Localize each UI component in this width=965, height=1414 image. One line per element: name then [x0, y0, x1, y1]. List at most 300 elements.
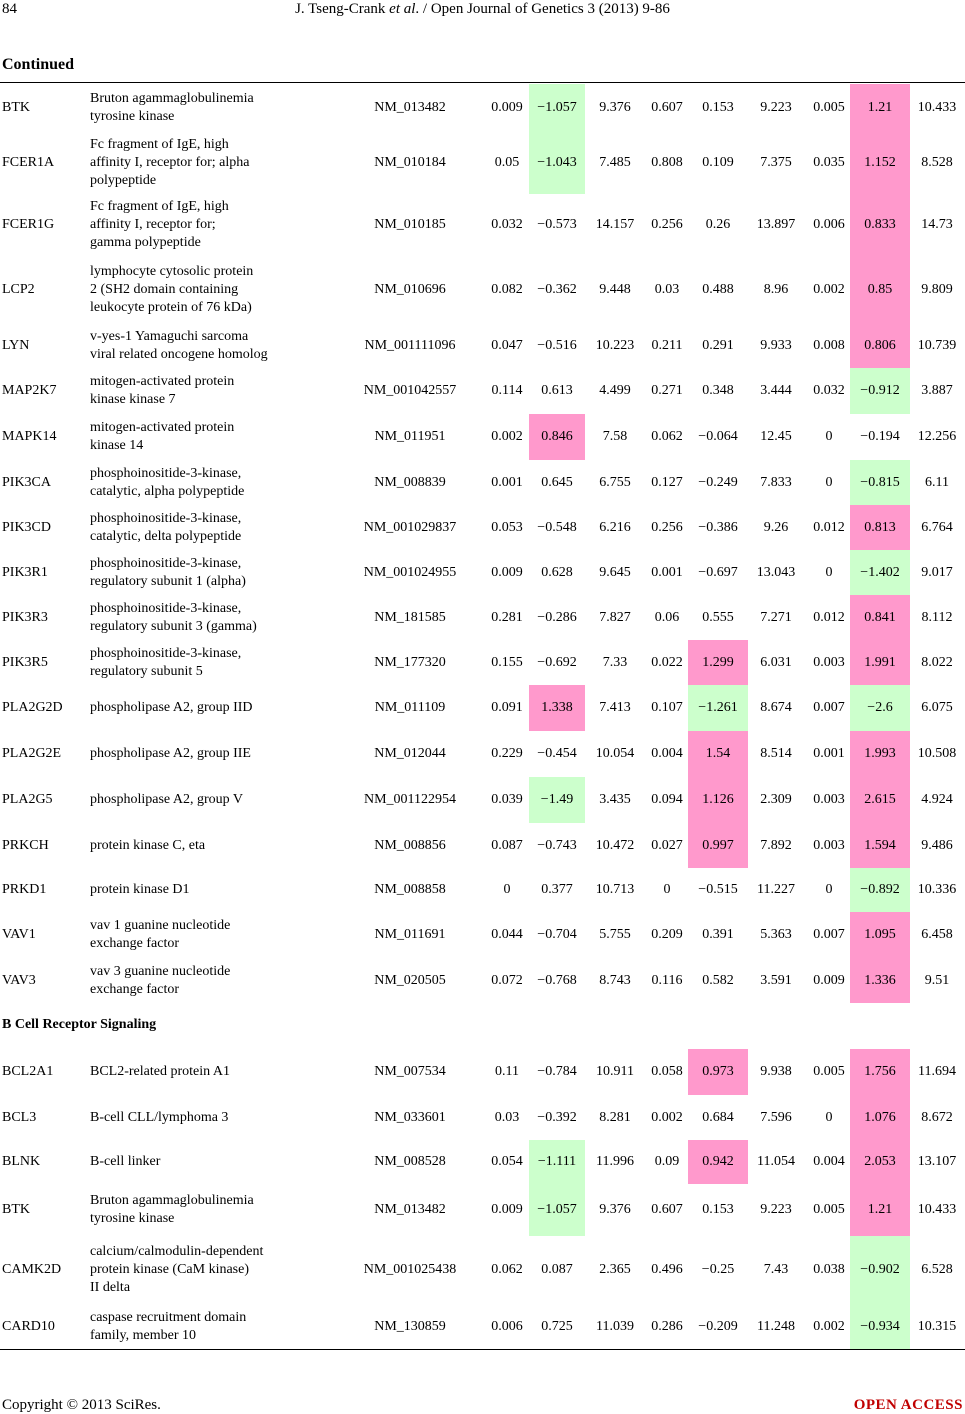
value-cell: 10.508 [917, 746, 957, 761]
value-cell: −0.912 [860, 383, 900, 398]
value-cell: 0.001 [491, 474, 523, 490]
value-cell: 9.645 [599, 564, 631, 580]
value-cell: 5.363 [760, 927, 792, 942]
value-cell: 2.615 [864, 792, 896, 807]
gene-description-line: exchange factor [90, 981, 179, 997]
running-head-suffix: . / Open Journal of Genetics 3 (2013) 9-86 [415, 1, 670, 17]
value-cell: 2.309 [760, 792, 792, 807]
value-cell: 7.43 [763, 1262, 789, 1277]
value-cell: 0.004 [813, 1154, 845, 1169]
gene-symbol: BCL3 [2, 1109, 37, 1125]
gene-description-line: tyrosine kinase [90, 109, 175, 124]
value-cell: 0.281 [491, 609, 523, 625]
value-cell: 0.256 [651, 519, 683, 535]
value-cell: 13.897 [756, 216, 796, 232]
value-cell: 0.001 [813, 746, 845, 761]
value-cell: 7.892 [760, 837, 792, 853]
gene-description-line: mitogen-activated protein [90, 420, 235, 435]
value-cell: 8.022 [921, 654, 953, 670]
value-cell: 0 [825, 564, 833, 580]
gene-description-line: Bruton agammaglobulinemia [90, 91, 254, 106]
gene-description-line: catalytic, alpha polypeptide [90, 483, 245, 499]
running-head-etal: et al [389, 1, 416, 17]
value-cell: 0.007 [813, 927, 845, 942]
value-cell: 11.694 [918, 1064, 956, 1079]
value-cell: −1.111 [537, 1154, 577, 1169]
value-cell: 0.153 [702, 100, 734, 115]
accession-number: NM_010696 [374, 281, 446, 297]
value-cell: 0.391 [702, 927, 734, 942]
value-cell: −0.892 [860, 882, 900, 897]
gene-symbol: FCER1A [2, 155, 55, 170]
value-cell: 0.628 [541, 564, 573, 580]
value-cell: 0.032 [491, 216, 523, 232]
value-cell: 10.054 [595, 746, 635, 761]
value-cell: 11.039 [596, 1318, 634, 1334]
value-cell: 0.109 [702, 155, 734, 170]
value-cell: 6.458 [921, 927, 953, 942]
gene-description-line: phospholipase A2, group IID [90, 700, 253, 715]
value-cell: 0.009 [813, 972, 845, 988]
value-cell: 7.485 [599, 155, 631, 170]
gene-symbol: FCER1G [2, 216, 55, 232]
value-cell: 0.002 [813, 281, 845, 297]
gene-symbol: CARD10 [2, 1318, 55, 1334]
value-cell: 3.444 [760, 383, 792, 398]
value-cell: 9.448 [599, 281, 631, 297]
gene-symbol: PRKCH [2, 837, 49, 853]
value-cell: 0.813 [864, 519, 896, 535]
value-cell: −0.548 [537, 519, 577, 535]
section-heading: B Cell Receptor Signaling [2, 1017, 157, 1032]
value-cell: 0.645 [541, 474, 573, 490]
value-cell: 0.032 [813, 383, 845, 398]
accession-number: NM_001025438 [363, 1262, 457, 1277]
gene-symbol: PRKD1 [2, 882, 47, 897]
value-cell: −0.934 [860, 1318, 900, 1334]
value-cell: 0.09 [654, 1154, 680, 1169]
value-cell: 6.075 [921, 700, 953, 715]
value-cell: 0.555 [702, 609, 734, 625]
value-cell: 1.336 [864, 972, 896, 988]
value-cell: 0.833 [864, 216, 896, 232]
value-cell: 0.003 [813, 837, 845, 853]
value-cell: 0.291 [702, 338, 734, 353]
value-cell: −0.784 [537, 1064, 577, 1079]
value-cell: 0.377 [541, 882, 573, 897]
value-cell: −0.286 [537, 609, 577, 625]
value-cell: 0.012 [813, 609, 845, 625]
gene-description-line: tyrosine kinase [90, 1211, 175, 1226]
value-cell: −0.386 [698, 519, 738, 535]
value-cell: 8.528 [921, 155, 953, 170]
gene-description-line: phospholipase A2, group IIE [90, 746, 251, 761]
value-cell: 10.739 [917, 338, 957, 353]
value-cell: 0 [663, 882, 671, 897]
value-cell: 7.33 [602, 654, 628, 670]
value-cell: 0.613 [541, 383, 573, 398]
value-cell: 0.11 [495, 1064, 519, 1079]
value-cell: −0.194 [860, 429, 900, 444]
value-cell: 11.054 [757, 1154, 795, 1169]
value-cell: 0.053 [491, 519, 523, 535]
value-cell: −0.454 [537, 746, 577, 761]
value-cell: 0.06 [654, 609, 680, 625]
value-cell: 10.713 [595, 882, 635, 897]
value-cell: 0.038 [813, 1262, 845, 1277]
value-cell: 6.755 [599, 474, 631, 490]
value-cell: 0.007 [813, 700, 845, 715]
accession-number: NM_010184 [374, 155, 446, 170]
value-cell: 11.996 [596, 1154, 634, 1169]
value-cell: 0.348 [702, 383, 734, 398]
value-cell: 6.528 [921, 1262, 953, 1277]
gene-description-line: phosphoinositide-3-kinase, [90, 645, 242, 661]
accession-number: NM_010185 [374, 216, 446, 232]
value-cell: −1.49 [540, 792, 574, 807]
gene-symbol: CAMK2D [2, 1262, 62, 1277]
value-cell: 7.375 [760, 155, 792, 170]
value-cell: 13.043 [756, 564, 796, 580]
value-cell: 0.107 [651, 700, 683, 715]
value-cell: 0.997 [702, 837, 734, 853]
value-cell: 8.674 [760, 700, 792, 715]
value-cell: −0.209 [698, 1318, 738, 1334]
value-cell: 0.211 [651, 338, 683, 353]
value-cell: −0.768 [537, 972, 577, 988]
value-cell: 0.039 [491, 792, 523, 807]
value-cell: 8.96 [763, 281, 789, 297]
value-cell: 9.376 [599, 1202, 631, 1217]
footer-copyright: Copyright © 2013 SciRes. [2, 1397, 161, 1413]
gene-symbol: MAPK14 [2, 429, 57, 444]
gene-description-line: 2 (SH2 domain containing [90, 281, 239, 297]
value-cell: 8.112 [921, 609, 953, 625]
value-cell: 0.03 [494, 1109, 520, 1125]
value-cell: −0.704 [537, 927, 577, 942]
value-cell: 0.047 [491, 338, 523, 353]
value-cell: −0.515 [698, 882, 738, 897]
value-cell: 1.993 [864, 746, 896, 761]
value-cell: 9.486 [921, 837, 953, 853]
gene-description-line: family, member 10 [90, 1327, 197, 1343]
gene-description-line: regulatory subunit 1 (alpha) [90, 573, 246, 589]
value-cell: 1.21 [867, 1202, 893, 1217]
value-cell: 3.435 [599, 792, 631, 807]
value-cell: 6.216 [599, 519, 631, 535]
accession-number: NM_008856 [374, 837, 446, 853]
value-cell: 0.002 [651, 1109, 683, 1125]
value-cell: 0.85 [867, 281, 893, 297]
value-cell: −0.392 [537, 1109, 577, 1125]
value-cell: 10.433 [917, 100, 957, 115]
gene-description-line: Fc fragment of IgE, high [90, 198, 229, 214]
value-cell: 7.596 [760, 1109, 792, 1125]
value-cell: 0.725 [541, 1318, 573, 1334]
value-cell: −0.697 [698, 564, 738, 580]
value-cell: 0.044 [491, 927, 523, 942]
accession-number: NM_181585 [374, 609, 446, 625]
value-cell: 0.091 [491, 700, 523, 715]
gene-description-line: Bruton agammaglobulinemia [90, 1193, 254, 1208]
gene-symbol: PLA2G2E [2, 746, 62, 761]
gene-description-line: B-cell CLL/lymphoma 3 [90, 1109, 229, 1125]
value-cell: 0.209 [651, 927, 683, 942]
value-cell: −0.25 [701, 1262, 735, 1277]
gene-symbol: VAV3 [2, 972, 36, 988]
gene-description-line: protein kinase (CaM kinase) [90, 1262, 250, 1277]
accession-number: NM_001122954 [363, 792, 457, 807]
footer-open-access: OPEN ACCESS [853, 1397, 963, 1413]
value-cell: 3.887 [921, 383, 953, 398]
value-cell: 0.002 [491, 429, 523, 444]
value-cell: 14.157 [595, 216, 635, 232]
value-cell: 9.26 [763, 519, 789, 535]
value-cell: 1.076 [864, 1109, 896, 1125]
value-cell: −0.815 [860, 474, 900, 490]
value-cell: 0 [503, 882, 511, 897]
gene-description-line: calcium/calmodulin-dependent [90, 1244, 264, 1259]
accession-number: NM_013482 [374, 100, 446, 115]
value-cell: 0.009 [491, 100, 523, 115]
value-cell: 10.472 [595, 837, 635, 853]
gene-symbol: LYN [2, 338, 30, 353]
gene-description-line: v-yes-1 Yamaguchi sarcoma [90, 329, 249, 344]
value-cell: −0.362 [537, 281, 577, 297]
accession-number: NM_008528 [374, 1154, 446, 1169]
accession-number: NM_001024955 [363, 564, 457, 580]
value-cell: 6.031 [760, 654, 792, 670]
accession-number: NM_001029837 [363, 519, 457, 535]
value-cell: 0.072 [491, 972, 523, 988]
value-cell: 9.376 [599, 100, 631, 115]
gene-symbol: PIK3R3 [2, 609, 48, 625]
value-cell: 0 [825, 429, 833, 444]
gene-symbol: PIK3R5 [2, 654, 48, 670]
value-cell: 1.095 [864, 927, 896, 942]
gene-description-line: phospholipase A2, group V [90, 792, 243, 807]
gene-description-line: kinase 14 [90, 438, 144, 453]
gene-description-line: phosphoinositide-3-kinase, [90, 465, 242, 481]
table-bottom-rule [0, 1349, 965, 1350]
accession-number: NM_001042557 [363, 383, 457, 398]
value-cell: 8.672 [921, 1109, 953, 1125]
value-cell: −0.692 [537, 654, 577, 670]
value-cell: 9.223 [760, 1202, 792, 1217]
value-cell: −2.6 [867, 700, 893, 715]
value-cell: 0.116 [651, 972, 683, 988]
gene-symbol: PIK3R1 [2, 564, 48, 580]
accession-number: NM_011691 [374, 927, 446, 942]
value-cell: 0.087 [541, 1262, 573, 1277]
value-cell: −1.261 [698, 700, 738, 715]
value-cell: −0.249 [698, 474, 738, 490]
accession-number: NM_011109 [374, 700, 446, 715]
value-cell: 0.684 [702, 1109, 734, 1125]
value-cell: 1.338 [541, 700, 573, 715]
value-cell: −1.043 [537, 155, 577, 170]
value-cell: 0.256 [651, 216, 683, 232]
gene-symbol: BTK [2, 1202, 30, 1217]
value-cell: 9.223 [760, 100, 792, 115]
value-cell: 0.001 [651, 564, 683, 580]
page-number: 84 [2, 1, 17, 17]
value-cell: 0.054 [491, 1154, 523, 1169]
gene-symbol: VAV1 [2, 927, 36, 942]
accession-number: NM_012044 [374, 746, 446, 761]
value-cell: −1.402 [860, 564, 900, 580]
value-cell: 7.271 [760, 609, 792, 625]
value-cell: 8.514 [760, 746, 792, 761]
gene-description-line: protein kinase D1 [90, 882, 190, 897]
value-cell: 10.223 [595, 338, 635, 353]
value-cell: 0.009 [491, 1202, 523, 1217]
gene-symbol: PIK3CA [2, 474, 52, 490]
value-cell: 0.082 [491, 281, 523, 297]
value-cell: 0.008 [813, 338, 845, 353]
value-cell: −1.057 [537, 100, 577, 115]
value-cell: 0.027 [651, 837, 683, 853]
gene-description-line: gamma polypeptide [90, 234, 201, 250]
value-cell: 0.127 [651, 474, 683, 490]
value-cell: 6.764 [921, 519, 953, 535]
value-cell: 0.062 [651, 429, 683, 444]
value-cell: 13.107 [917, 1154, 957, 1169]
value-cell: 0.942 [702, 1154, 734, 1169]
value-cell: 8.743 [599, 972, 631, 988]
gene-description-line: vav 3 guanine nucleotide [90, 963, 231, 979]
value-cell: 6.11 [925, 474, 949, 490]
value-cell: 12.256 [917, 429, 957, 444]
value-cell: 3.591 [760, 972, 792, 988]
value-cell: −0.573 [537, 216, 577, 232]
value-cell: −0.516 [537, 338, 577, 353]
gene-description-line: protein kinase C, eta [90, 837, 206, 853]
value-cell: 0.05 [494, 155, 520, 170]
value-cell: 0.808 [651, 155, 683, 170]
value-cell: −0.064 [698, 429, 738, 444]
gene-description-line: caspase recruitment domain [90, 1309, 247, 1325]
gene-description-line: II delta [90, 1280, 131, 1295]
value-cell: 0.155 [491, 654, 523, 670]
value-cell: 0.607 [651, 100, 683, 115]
value-cell: 0.229 [491, 746, 523, 761]
value-cell: 0.286 [651, 1318, 683, 1334]
value-cell: 5.755 [599, 927, 631, 942]
gene-symbol: BLNK [2, 1154, 41, 1169]
accession-number: NM_013482 [374, 1202, 446, 1217]
value-cell: 1.991 [864, 654, 896, 670]
value-cell: 9.809 [921, 281, 953, 297]
gene-description-line: affinity I, receptor for; alpha [90, 155, 250, 170]
value-cell: 0.005 [813, 1202, 845, 1217]
value-cell: 11.227 [757, 882, 795, 897]
value-cell: 0.087 [491, 837, 523, 853]
accession-number: NM_008839 [374, 474, 446, 490]
value-cell: 0.005 [813, 1064, 845, 1079]
value-cell: −0.902 [860, 1262, 900, 1277]
value-cell: 1.54 [705, 746, 731, 761]
gene-description-line: leukocyte protein of 76 kDa) [90, 299, 252, 315]
accession-number: NM_008858 [374, 882, 446, 897]
gene-description-line: polypeptide [90, 173, 157, 188]
gene-description-line: lymphocyte cytosolic protein [90, 263, 254, 279]
value-cell: 0.973 [702, 1064, 734, 1079]
value-cell: 0.582 [702, 972, 734, 988]
value-cell: 0 [825, 882, 833, 897]
value-cell: 10.336 [917, 882, 957, 897]
gene-description-line: catalytic, delta polypeptide [90, 528, 242, 544]
value-cell: 0.022 [651, 654, 683, 670]
accession-number: NM_130859 [374, 1318, 446, 1334]
value-cell: 1.299 [702, 654, 734, 670]
value-cell: 1.126 [702, 792, 734, 807]
accession-number: NM_007534 [374, 1064, 446, 1079]
value-cell: 0.806 [864, 338, 896, 353]
value-cell: 12.45 [760, 429, 792, 444]
value-cell: 0.271 [651, 383, 683, 398]
value-cell: 1.594 [864, 837, 896, 853]
accession-number: NM_011951 [374, 429, 446, 444]
value-cell: 0.496 [651, 1262, 683, 1277]
gene-description-line: viral related oncogene homolog [90, 347, 268, 362]
value-cell: 0.005 [813, 100, 845, 115]
value-cell: 14.73 [921, 216, 953, 232]
value-cell: 0.002 [813, 1318, 845, 1334]
gene-description-line: phosphoinositide-3-kinase, [90, 555, 242, 571]
value-cell: 0.607 [651, 1202, 683, 1217]
accession-number: NM_020505 [374, 972, 446, 988]
value-cell: 9.51 [924, 972, 950, 988]
continued-label: Continued [2, 56, 75, 73]
value-cell: 0.03 [654, 281, 680, 297]
value-cell: 7.413 [599, 700, 631, 715]
value-cell: 0.035 [813, 155, 845, 170]
gene-symbol: PIK3CD [2, 519, 52, 535]
gene-symbol: PLA2G2D [2, 700, 63, 715]
value-cell: 0.004 [651, 746, 683, 761]
gene-description-line: phosphoinositide-3-kinase, [90, 510, 242, 526]
gene-description-line: vav 1 guanine nucleotide [90, 918, 231, 933]
value-cell: 0.094 [651, 792, 683, 807]
value-cell: 9.933 [760, 338, 792, 353]
gene-symbol: LCP2 [2, 281, 35, 297]
gene-description-line: mitogen-activated protein [90, 374, 235, 389]
value-cell: 2.053 [864, 1154, 896, 1169]
accession-number: NM_001111096 [364, 338, 456, 353]
gene-description-line: exchange factor [90, 936, 179, 951]
value-cell: 0.841 [864, 609, 896, 625]
value-cell: 0.006 [813, 216, 845, 232]
value-cell: 0.012 [813, 519, 845, 535]
value-cell: 0.114 [491, 383, 523, 398]
value-cell: 0.488 [702, 281, 734, 297]
value-cell: 10.911 [596, 1064, 634, 1079]
value-cell: 2.365 [599, 1262, 631, 1277]
accession-number: NM_177320 [374, 654, 446, 670]
value-cell: 7.833 [760, 474, 792, 490]
gene-description-line: affinity I, receptor for; [90, 216, 216, 232]
value-cell: 1.152 [864, 155, 896, 170]
value-cell: 0.153 [702, 1202, 734, 1217]
value-cell: 0.003 [813, 654, 845, 670]
value-cell: 9.017 [921, 564, 953, 580]
value-cell: 4.499 [599, 383, 631, 398]
value-cell: 0.062 [491, 1262, 523, 1277]
gene-symbol: MAP2K7 [2, 383, 57, 398]
value-cell: 0.26 [705, 216, 731, 232]
value-cell: 0.846 [541, 429, 573, 444]
